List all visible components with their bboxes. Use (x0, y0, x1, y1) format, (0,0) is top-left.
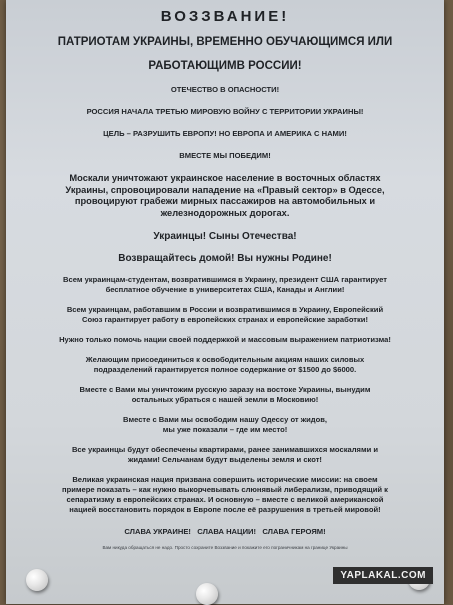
paragraph-3-line: Всем украинцам, работавшим в России и возвратившимся в Украину, Европейский (66, 305, 384, 314)
paragraph-6-line: Вместе с Вами мы уничтожим русскую заразу на востоке Украины, вынудим (79, 385, 371, 394)
return-home-line: Возвращайтесь домой! Вы нужны Родине! (118, 253, 332, 264)
paragraph-9-line: сепаратизму в европейских странах. И основную – вместе с великой американской (66, 495, 384, 504)
paragraph-2-line: Всем украинцам-студентам, возвратившимся в Украину, президент США гарантирует (63, 275, 387, 284)
paragraph-1-line: Украины, спровоцировали нападение на «Правый сектор» в Одессе, (65, 184, 385, 195)
push-pin (196, 583, 218, 605)
paragraph-6-line: остальных убраться с нашей земли в Московию! (131, 395, 319, 404)
paragraph-7-line: Вместе с Вами мы освободим нашу Одессу от жидов, (122, 415, 328, 424)
paragraph-8 (6, 445, 444, 465)
together-line: ВМЕСТЕ МЫ ПОБЕДИМ! (179, 151, 271, 160)
poster-title: ВОЗЗВАНИЕ! (160, 8, 290, 25)
paragraph-2 (6, 275, 444, 295)
goal-line: ЦЕЛЬ – РАЗРУШИТЬ ЕВРОПУ! НО ЕВРОПА И АМЕРИКА С НАМИ! (103, 129, 347, 138)
paragraph-8-line: жидами! Сельчанам будут выделены земля и скот! (128, 455, 322, 464)
paragraph-7 (6, 415, 444, 435)
paragraph-1-line: железнодорожных дорогах. (160, 207, 290, 218)
slogan-line: СЛАВА УКРАИНЕ! СЛАВА НАЦИИ! СЛАВА ГЕРОЯМ! (124, 527, 326, 536)
paragraph-9-line: примере показать – как нужно выкорчевывать слюнявый либерализм, приводящий к (62, 485, 388, 494)
footnote: Вам никуда обращаться не надо. Просто сохраните Воззвание и покажите его пограничникам на границе Украины (102, 545, 348, 550)
paragraph-3-line: Союз гарантирует работу в европейских странах и европейские заработки! (81, 315, 369, 324)
paragraph-8-line: Все украинцы будут обеспечены квартирами, ранее занимавшихся москалями и (71, 445, 379, 454)
paragraph-9-line: Великая украинская нация призвана совершить исторические миссии: на своем (72, 475, 378, 484)
war-line: РОССИЯ НАЧАЛА ТРЕТЬЮ МИРОВУЮ ВОЙНУ С ТЕРРИТОРИИ УКРАИНЫ! (86, 107, 364, 116)
paragraph-3 (6, 305, 444, 325)
paragraph-1 (6, 173, 444, 219)
paragraph-1-line: Москали уничтожают украинское население в восточных областях (69, 173, 381, 183)
push-pin (26, 569, 48, 591)
paragraph-5-line: Желающим присоединиться к освободительным акциям наших силовых (85, 355, 365, 364)
poster-sheet (6, 0, 444, 604)
paragraph-4: Нужно только помочь нации своей поддержкой и массовым выражением патриотизма! (59, 335, 391, 344)
addressee-line-2: РАБОТАЮЩИМВ РОССИИ! (148, 60, 302, 72)
paragraph-6 (6, 385, 444, 405)
paragraph-7-line: мы уже показали – где им место! (162, 425, 288, 434)
paragraph-2-line: бесплатное обучение в университетах США, Канады и Англии! (105, 285, 345, 294)
addressee-line-1: ПАТРИОТАМ УКРАИНЫ, ВРЕМЕННО ОБУЧАЮЩИМСЯ ИЛИ (57, 36, 393, 48)
paragraph-1-line: провоцируют грабежи мирных пассажиров на автомобильных и (74, 196, 376, 206)
paragraph-9-line: нацией восстановить порядок в Европе после её разрушения в третьей мировой! (69, 505, 381, 514)
paragraph-9 (6, 475, 444, 515)
watermark-logo: YAPLAKAL.COM (333, 567, 433, 584)
sons-line: Украинцы! Сыны Отечества! (153, 231, 297, 242)
danger-line: ОТЕЧЕСТВО В ОПАСНОСТИ! (170, 85, 280, 94)
paragraph-5 (6, 355, 444, 375)
paragraph-5-line: подразделений гарантируется полное содержание от $1500 до $6000. (93, 365, 357, 374)
